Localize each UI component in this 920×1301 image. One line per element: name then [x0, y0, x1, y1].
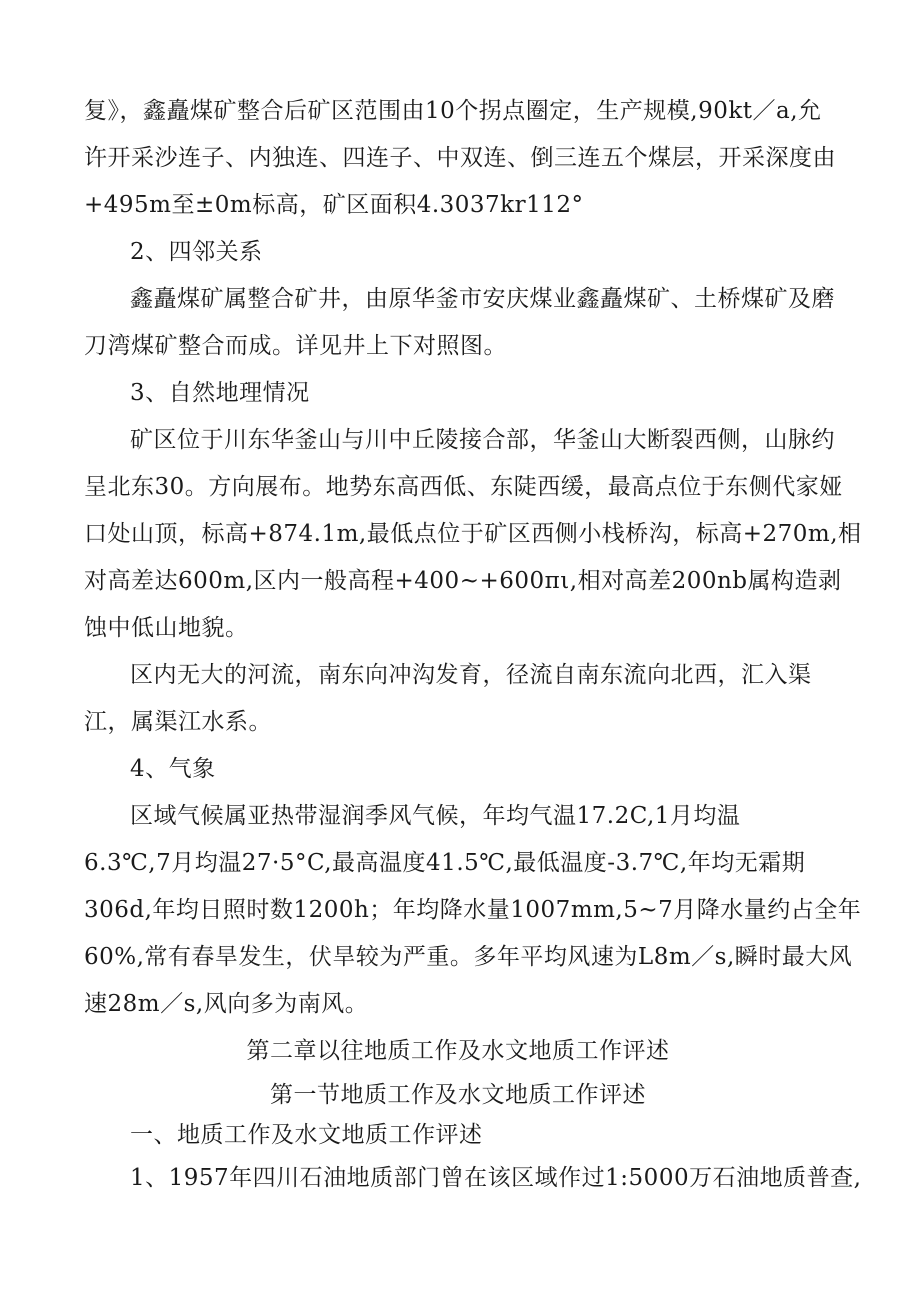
section-heading-climate: 4、气象	[130, 756, 216, 782]
text-line: 鑫矗煤矿属整合矿井，由原华釜市安庆煤业鑫矗煤矿、土桥煤矿及磨	[130, 286, 835, 312]
subsection-title: 一、地质工作及水文地质工作评述	[130, 1122, 483, 1148]
text-line: +495m至±0m标高，矿区面积4.3037kr112°	[84, 192, 584, 218]
text-line: 蚀中低山地貌。	[84, 615, 249, 641]
text-line: 许开采沙连子、内独连、四连子、中双连、倒三连五个煤层，开采深度由	[84, 145, 836, 171]
section-heading-geography: 3、自然地理情况	[130, 380, 310, 406]
text-line: 区域气候属亚热带湿润季风气候，年均气温17.2C,1月均温	[130, 803, 741, 829]
text-line: 复》，鑫矗煤矿整合后矿区范围由10个拐点圈定，生产规模,90kt／a,允	[84, 98, 822, 124]
text-line: 对高差达600m,区内一般高程+400~+600πι,相对高差200nb属构造剥	[84, 568, 842, 594]
text-line: 区内无大的河流，南东向冲沟发育，径流自南东流向北西，汇入渠	[130, 662, 812, 688]
text-line: 1、1957年四川石油地质部门曾在该区域作过1:5000万石油地质普查,	[130, 1165, 862, 1191]
text-line: 速28m／s,风向多为南风。	[84, 991, 369, 1017]
chapter-title: 第二章以往地质工作及水文地质工作评述	[246, 1038, 670, 1064]
text-line: 60%,常有春旱发生，伏旱较为严重。多年平均风速为L8m／s,瞬时最大风	[84, 944, 853, 970]
text-line: 呈北东30。方向展布。地势东高西低、东陡西缓，最高点位于东侧代家娅	[84, 474, 843, 500]
text-line: 306d,年均日照时数1200h；年均降水量1007mm,5~7月降水量约占全年	[84, 897, 862, 923]
text-line: 6.3℃,7月均温27·5°C,最高温度41.5℃,最低温度-3.7℃,年均无霜期	[84, 850, 806, 876]
text-line: 江，属渠江水系。	[84, 709, 272, 735]
section-title: 第一节地质工作及水文地质工作评述	[270, 1082, 646, 1108]
text-line: 口处山顶，标高+874.1m,最低点位于矿区西侧小栈桥沟，标高+270m,相	[84, 521, 862, 547]
body-text	[84, 88, 862, 1028]
section-heading-neighbors: 2、四邻关系	[130, 239, 263, 265]
text-line: 矿区位于川东华釜山与川中丘陵接合部，华釜山大断裂西侧，山脉约	[130, 427, 835, 453]
text-line: 刀湾煤矿整合而成。详见井上下对照图。	[84, 333, 507, 359]
